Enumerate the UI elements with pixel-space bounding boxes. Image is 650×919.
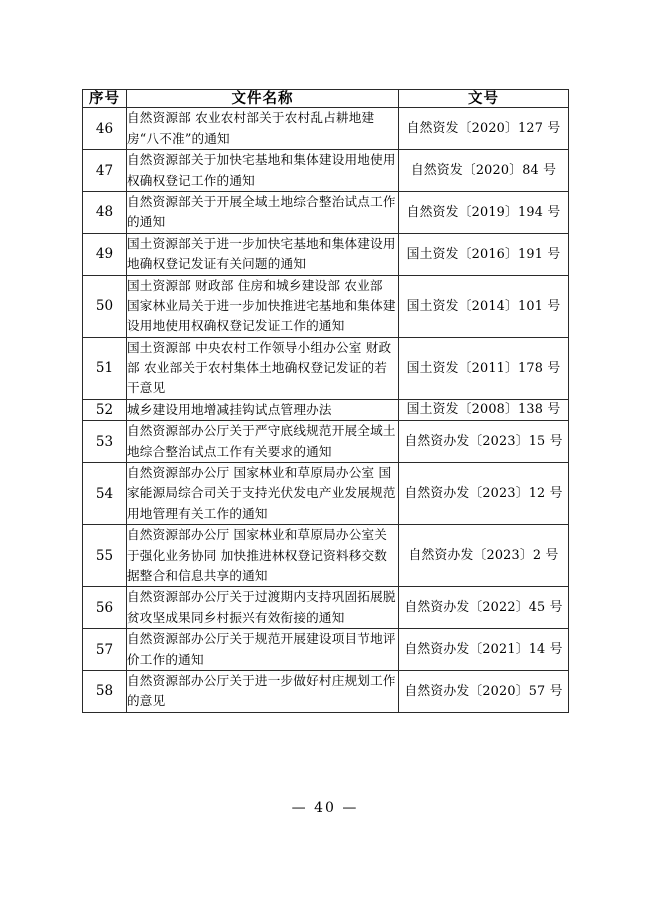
column-header-name: 文件名称 bbox=[127, 90, 399, 108]
cell-document-number: 自然资办发〔2023〕15 号 bbox=[399, 421, 569, 463]
table-row bbox=[83, 108, 569, 150]
cell-document-name: 自然资源部办公厅关于过渡期内支持巩固拓展脱贫攻坚成果同乡村振兴有效衔接的通知 bbox=[127, 587, 399, 629]
cell-no: 51 bbox=[83, 337, 127, 399]
column-header-no: 序号 bbox=[83, 90, 127, 108]
cell-document-number: 国土资发〔2008〕138 号 bbox=[399, 399, 569, 420]
cell-document-number: 自然资发〔2020〕84 号 bbox=[399, 150, 569, 192]
cell-document-number: 国土资发〔2016〕191 号 bbox=[399, 233, 569, 275]
cell-document-name: 自然资源部办公厅关于规范开展建设项目节地评价工作的通知 bbox=[127, 629, 399, 671]
table-row bbox=[83, 463, 569, 525]
cell-document-number: 自然资办发〔2023〕2 号 bbox=[399, 525, 569, 587]
cell-no: 55 bbox=[83, 525, 127, 587]
cell-no: 48 bbox=[83, 191, 127, 233]
cell-document-name: 自然资源部办公厅关于严守底线规范开展全域土地综合整治试点工作有关要求的通知 bbox=[127, 421, 399, 463]
cell-document-number: 国土资发〔2014〕101 号 bbox=[399, 275, 569, 337]
table-row bbox=[83, 191, 569, 233]
cell-document-name: 城乡建设用地增减挂钩试点管理办法 bbox=[127, 399, 399, 420]
table-row bbox=[83, 275, 569, 337]
cell-document-number: 自然资办发〔2020〕57 号 bbox=[399, 670, 569, 712]
cell-document-number: 自然资办发〔2023〕12 号 bbox=[399, 463, 569, 525]
cell-document-number: 自然资办发〔2021〕14 号 bbox=[399, 629, 569, 671]
table-row bbox=[83, 670, 569, 712]
table-row bbox=[83, 150, 569, 192]
table-row bbox=[83, 233, 569, 275]
cell-no: 56 bbox=[83, 587, 127, 629]
table-row bbox=[83, 629, 569, 671]
table-row bbox=[83, 399, 569, 420]
cell-no: 49 bbox=[83, 233, 127, 275]
cell-no: 47 bbox=[83, 150, 127, 192]
cell-no: 52 bbox=[83, 399, 127, 420]
cell-document-number: 自然资发〔2019〕194 号 bbox=[399, 191, 569, 233]
cell-no: 50 bbox=[83, 275, 127, 337]
cell-document-name: 自然资源部办公厅 国家林业和草原局办公室关于强化业务协同 加快推进林权登记资料移交数据整合和信息共享的通知 bbox=[127, 525, 399, 587]
cell-document-name: 自然资源部办公厅 国家林业和草原局办公室 国家能源局综合司关于支持光伏发电产业发展规范用地管理有关工作的通知 bbox=[127, 463, 399, 525]
table-row bbox=[83, 587, 569, 629]
table-row bbox=[83, 421, 569, 463]
cell-document-name: 国土资源部 财政部 住房和城乡建设部 农业部 国家林业局关于进一步加快推进宅基地和集体建设用地使用权确权登记发证工作的通知 bbox=[127, 275, 399, 337]
cell-document-number: 国土资发〔2011〕178 号 bbox=[399, 337, 569, 399]
page-number: — 40 — bbox=[291, 800, 359, 816]
cell-document-name: 自然资源部关于加快宅基地和集体建设用地使用权确权登记工作的通知 bbox=[127, 150, 399, 192]
cell-document-name: 国土资源部关于进一步加快宅基地和集体建设用地确权登记发证有关问题的通知 bbox=[127, 233, 399, 275]
cell-document-name: 自然资源部办公厅关于进一步做好村庄规划工作的意见 bbox=[127, 670, 399, 712]
table-header-row bbox=[83, 90, 569, 108]
cell-document-name: 自然资源部 农业农村部关于农村乱占耕地建房“八不准”的通知 bbox=[127, 108, 399, 150]
policy-documents-table bbox=[82, 89, 569, 713]
cell-no: 57 bbox=[83, 629, 127, 671]
cell-no: 58 bbox=[83, 670, 127, 712]
table-body bbox=[83, 108, 569, 712]
cell-document-name: 国土资源部 中央农村工作领导小组办公室 财政部 农业部关于农村集体土地确权登记发证的若干意见 bbox=[127, 337, 399, 399]
table-row bbox=[83, 337, 569, 399]
cell-document-number: 自然资办发〔2022〕45 号 bbox=[399, 587, 569, 629]
table-header bbox=[83, 90, 569, 108]
cell-document-number: 自然资发〔2020〕127 号 bbox=[399, 108, 569, 150]
cell-no: 53 bbox=[83, 421, 127, 463]
cell-no: 54 bbox=[83, 463, 127, 525]
column-header-number: 文号 bbox=[399, 90, 569, 108]
table-row bbox=[83, 525, 569, 587]
cell-no: 46 bbox=[83, 108, 127, 150]
cell-document-name: 自然资源部关于开展全域土地综合整治试点工作的通知 bbox=[127, 191, 399, 233]
